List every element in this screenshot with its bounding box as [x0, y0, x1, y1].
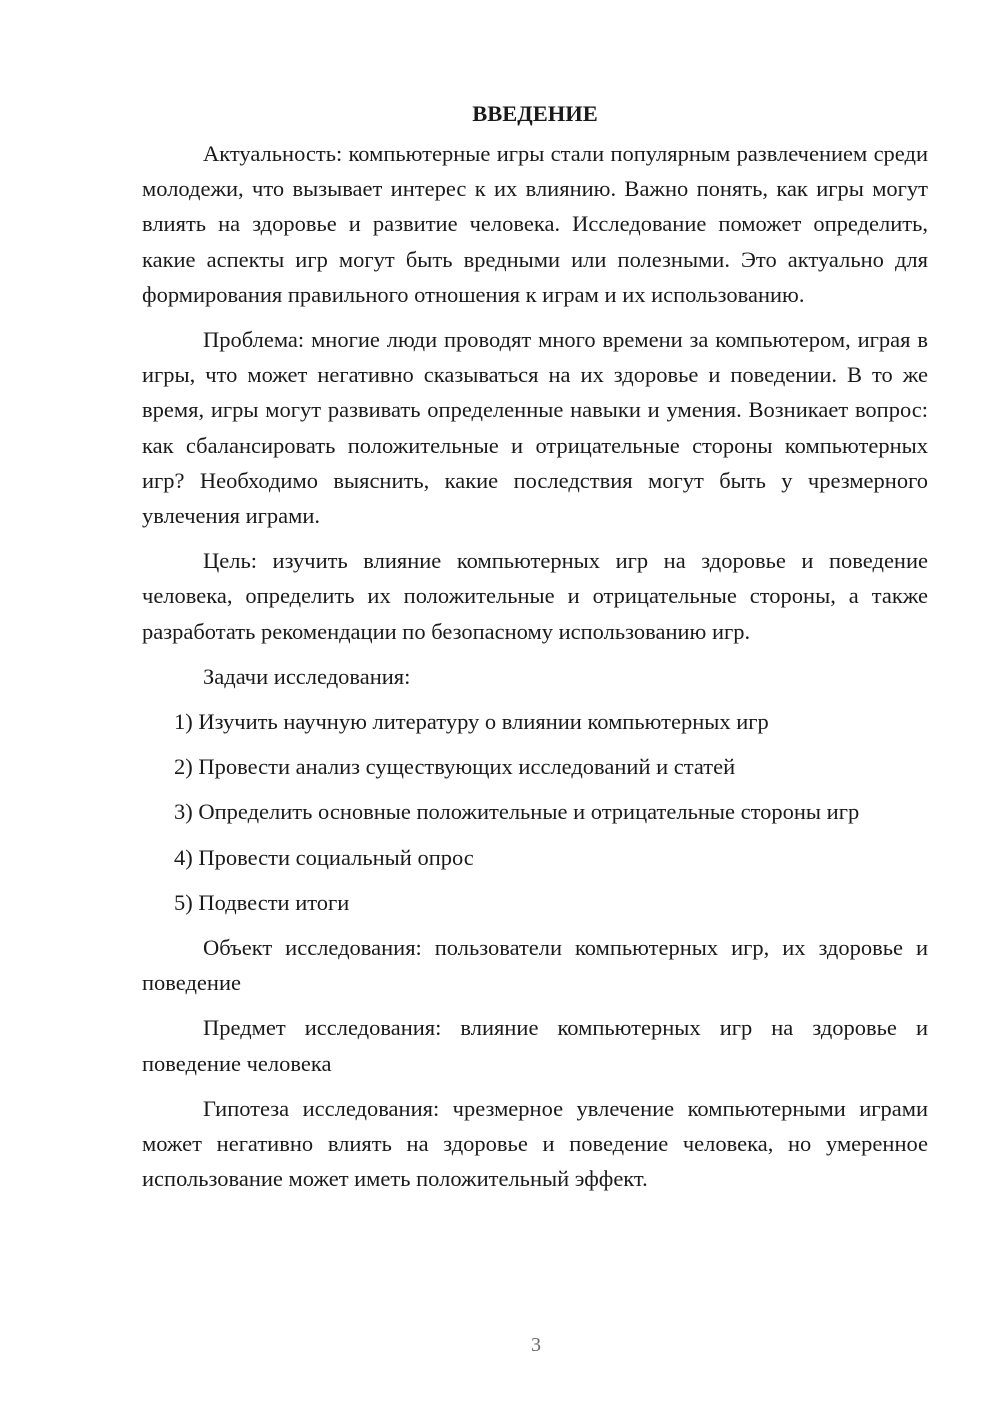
- goal-paragraph: Цель: изучить влияние компьютерных игр на здоровье и поведение человека, определить их положительные и отрицательные стороны, а также разработать рекомендации по безопасному использованию игр.: [142, 548, 928, 644]
- list-item: 2) Провести анализ существующих исследований и статей: [174, 754, 736, 780]
- list-item: 1) Изучить научную литературу о влиянии компьютерных игр: [174, 709, 769, 735]
- subject-paragraph: Предмет исследования: влияние компьютерных игр на здоровье и поведение человека: [142, 1015, 928, 1076]
- list-item: 5) Подвести итоги: [174, 889, 350, 915]
- object-paragraph: Объект исследования: пользователи компьютерных игр, их здоровье и поведение: [142, 935, 928, 996]
- problem-paragraph: Проблема: многие люди проводят много времени за компьютером, играя в игры, что может негативно сказываться на их здоровье и поведении. В то же время, игры могут развивать определенные навыки и умения. Возникает вопрос: как сбалансировать положительные и отрицательные стороны компьютерных игр? Необходимо выяснить, какие последствия могут быть у чрезмерного увлечения играми.: [142, 327, 928, 529]
- relevance-paragraph: Актуальность: компьютерные игры стали популярным развлечением среди молодежи, что вызывает интерес к их влиянию. Важно понять, как игры могут влиять на здоровье и развитие человека. Исследование поможет определить, какие аспекты игр могут быть вредными или полезными. Это актуально для формирования правильного отношения к играм и их использованию.: [142, 141, 928, 307]
- tasks-heading: Задачи исследования:: [203, 663, 411, 689]
- hypothesis-paragraph: Гипотеза исследования: чрезмерное увлечение компьютерными играми может негативно влиять на здоровье и поведение человека, но умеренное использование может иметь положительный эффект.: [142, 1095, 928, 1192]
- tasks-list: [142, 704, 928, 920]
- list-item: 3) Определить основные положительные и отрицательные стороны игр: [174, 799, 860, 825]
- list-item: 4) Провести социальный опрос: [174, 844, 474, 870]
- page-content: [142, 96, 928, 1206]
- page-number: 3: [531, 1334, 541, 1356]
- page-title: ВВЕДЕНИЕ: [472, 101, 598, 126]
